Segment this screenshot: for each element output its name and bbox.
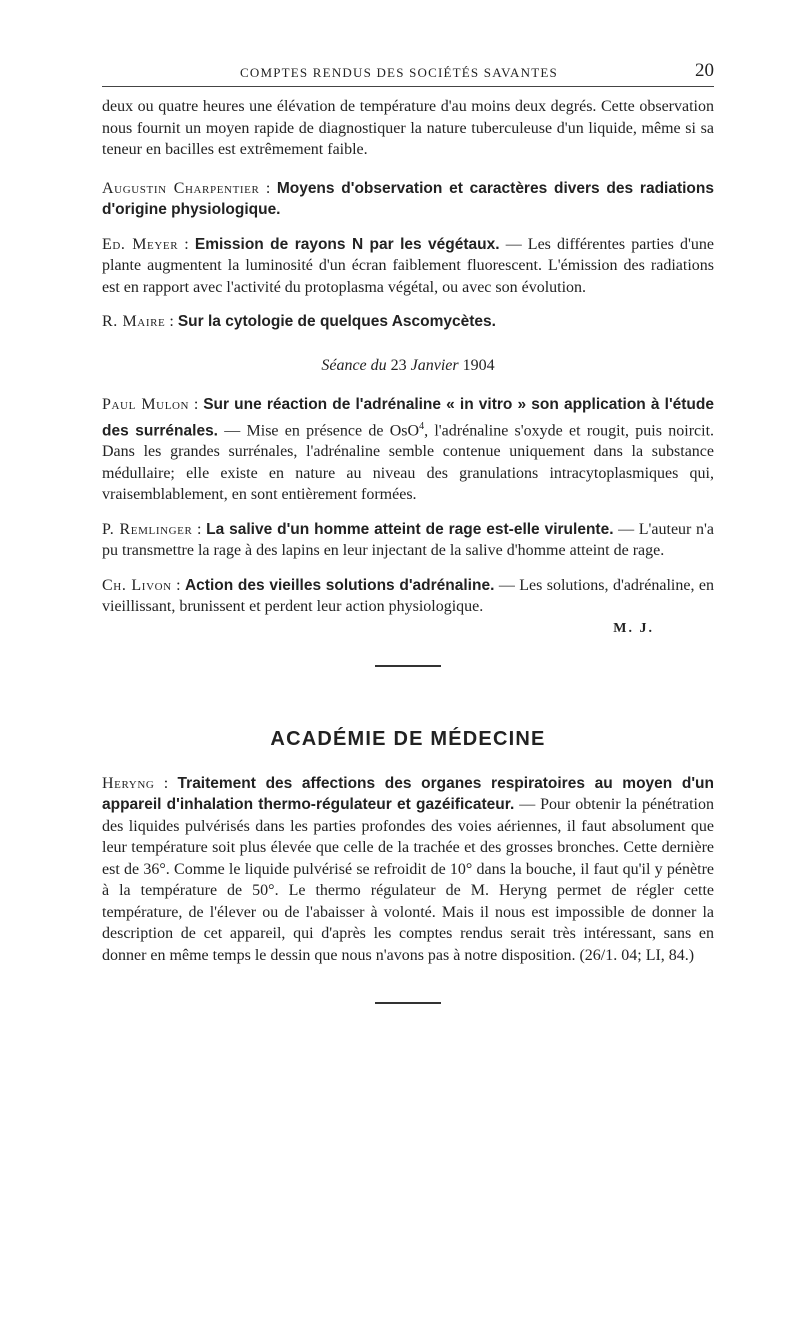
entry-text: — L'auteur n'a pu transmettre la rage à des lapins en leur injectant de la salive d'homme atteint de rage. xyxy=(102,520,714,560)
entry-title: Emission de rayons N par les végétaux. xyxy=(194,235,500,253)
running-title: COMPTES RENDUS DES SOCIÉTÉS SAVANTES xyxy=(240,65,558,80)
seance-day: 23 xyxy=(390,356,407,374)
author-name: Paul Mulon xyxy=(102,396,190,413)
paragraph-text: deux ou quatre heures une élévation de température d'au moins deux degrés. Cette observation nous fournit un moyen rapide de diagnostiquer la nature tuberculeuse d'un liquide, même si sa teneur en bacilles est extrêmement faible. xyxy=(102,98,714,158)
entry-maire: R. Maire : Sur la cytologie de quelques Ascomycètes. xyxy=(102,313,496,330)
entry-title: Moyens d'observation et caractères divers des radiations d'origine physiologique. xyxy=(102,179,714,218)
entry-text: — Les différentes parties d'une plante augmentent la luminosité d'un écran faiblement fluorescent. L'émission des radiations est en rapport avec l'activité du protoplasma végétal, ou avec son évolution. xyxy=(102,235,714,296)
entry-title: Sur la cytologie de quelques Ascomycètes. xyxy=(177,313,496,330)
entry-mulon: Paul Mulon : Sur une réaction de l'adrénaline « in vitro » son application à l'étude des surrénales. — Mise en présence de OsO$^4$, l'adrénaline s'oxyde et rougit, puis noircit. Dans les grandes surrénales, l'adrénaline semble contenue uniquement dans la substance médullaire; elle existe en nature au niveau des granulations intracytoplasmiques qui, vraisemblablement, en sont entièrement formées. xyxy=(102,396,715,504)
entry-heryng: Heryng : Traitement des affections des organes respiratoires au moyen d'un appareil d'inhalation thermo-régulateur et gazéificateur. — Pour obtenir la pénétration des liquides pulvérisés dans les parties profondes des voies aériennes, il faut absolument que leur température soit plus élevée que celle de la trachée et des grosses bronches. Cette dernière est de 36°. Comme le liquide pulvérisé se refroidit de 10° dans la bouche, il faut qu'il y pénètre à la température de 50°. Le thermo régulateur de M. Heryng permet de régler cette température, de l'élever ou de l'abaisser à volonté. Mais il nous est impossible de donner la description de cet appareil, qui d'après les comptes rendus serait très intéressant, sans en donner en même temps le dessin que nous n'avons pas à notre disposition. (26/1. 04; LI, 84.) xyxy=(102,774,714,964)
seance-year: 1904 xyxy=(462,356,495,374)
running-header xyxy=(102,60,714,87)
entry-title: Traitement des affections des organes respiratoires au moyen d'un appareil d'inhalation thermo-régulateur et gazéificateur. xyxy=(102,774,714,814)
entry-livon: Ch. Livon : Action des vieilles solutions d'adrénaline. — Les solutions, d'adrénaline, en vieillissant, brunissent et perdent leur action physiologique. xyxy=(102,576,714,616)
entry-title: La salive d'un homme atteint de rage est-elle virulente. xyxy=(206,520,614,538)
end-divider xyxy=(375,1002,441,1004)
entry-text-continued: , l'adrénaline s'oxyde et rougit, puis noircit. Dans les grandes surrénales, l'adrénaline semble contenue uniquement dans la substance médullaire; elle existe en nature au niveau des granulations intracytoplasmiques qui, vraisemblablement, en sont entièrement formées. xyxy=(102,421,715,504)
page-content xyxy=(102,96,714,1004)
entry-text: — Pour obtenir la pénétration des liquides pulvérisés dans les parties profondes des voies aériennes, il faut absolument que leur température soit plus élevée que celle de la trachée et des grosses bronches. Cette dernière est de 36°. Comme le liquide pulvérisé se refroidit de 10° dans la bouche, il faut qu'il y pénètre à la température de 50°. Le thermo régulateur de M. Heryng permet de régler cette température, de l'élever ou de l'abaisser à volonté. Mais il nous est impossible de donner la description de cet appareil, qui d'après les comptes rendus serait très intéressant, sans en donner en même temps le dessin que nous n'avons pas à notre disposition. (26/1. 04; LI, 84.) xyxy=(102,796,714,964)
author-name: Ch. Livon xyxy=(102,576,172,594)
superscript: 4 xyxy=(419,420,425,432)
author-name: P. Remlinger xyxy=(102,520,193,538)
entry-charpentier: Augustin Charpentier : Moyens d'observation et caractères divers des radiations d'origine physiologique. xyxy=(102,179,714,218)
author-name: R. Maire xyxy=(102,313,166,330)
section-divider xyxy=(375,665,441,667)
entry-meyer: Ed. Meyer : Emission de rayons N par les végétaux. — Les différentes parties d'une plante augmentent la luminosité d'un écran faiblement fluorescent. L'émission des radiations est en rapport avec l'activité du protoplasma végétal, ou avec son évolution. xyxy=(102,235,714,296)
paragraph-continuation xyxy=(102,96,714,161)
seance-month: Janvier xyxy=(410,356,459,374)
author-name: Augustin Charpentier xyxy=(102,179,260,197)
entry-title: Action des vieilles solutions d'adrénaline. xyxy=(184,576,495,594)
author-name: Ed. Meyer xyxy=(102,235,179,253)
entry-remlinger: P. Remlinger : La salive d'un homme atteint de rage est-elle virulente. — L'auteur n'a pu transmettre la rage à des lapins en leur injectant de la salive d'homme atteint de rage. xyxy=(102,520,714,560)
seance-heading xyxy=(102,355,714,377)
entry-title: Sur une réaction de l'adrénaline « in vitro » son application à l'étude des surrénales. xyxy=(102,396,714,439)
section-title: ACADÉMIE DE MÉDECINE xyxy=(270,728,546,751)
signature: M. J. xyxy=(613,620,654,636)
entry-text: — Les solutions, d'adrénaline, en vieillissant, brunissent et perdent leur action physiologique. xyxy=(102,576,714,616)
page-number: 20 xyxy=(695,60,714,81)
seance-label: Séance du xyxy=(321,356,387,374)
author-name: Heryng xyxy=(102,774,155,792)
entry-text: — Mise en présence de OsO xyxy=(224,421,420,439)
